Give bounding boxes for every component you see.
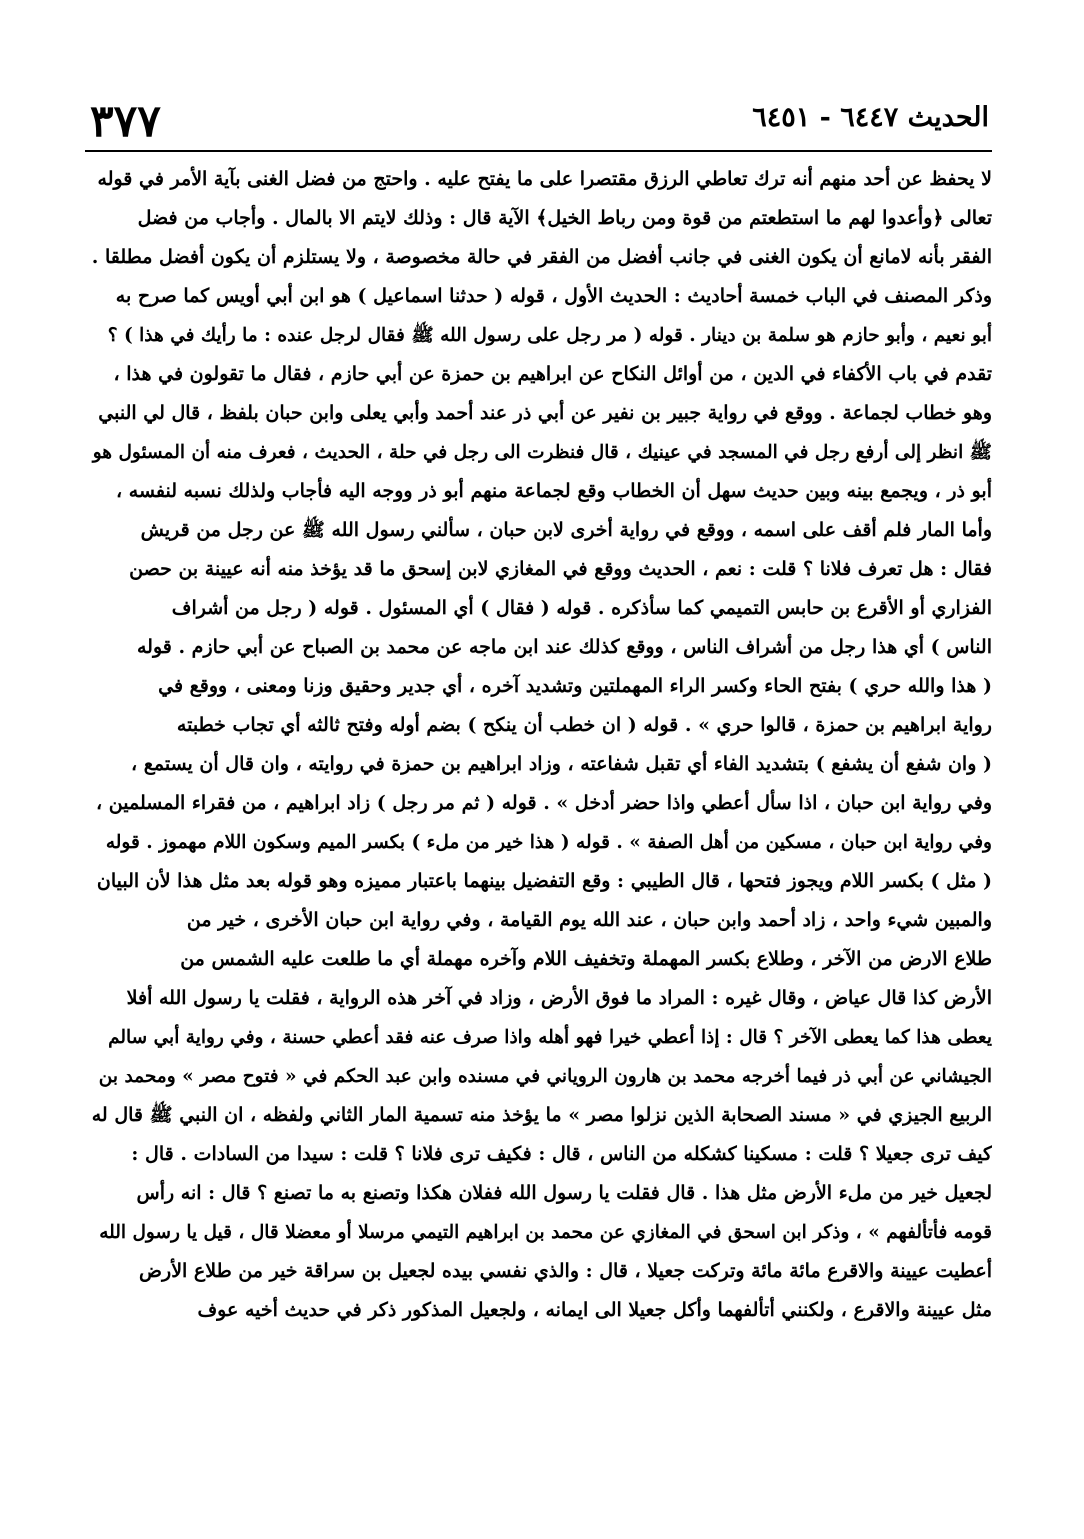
text-line: ( هذا والله حري ) بفتح الحاء وكسر الراء المهملتين وتشديد آخره ، أي جدير وحقيق وزنا ومعنى ، ووقع في: [158, 675, 992, 697]
text-line: فقال : هل تعرف فلانا ؟ قلت : نعم ، الحديث ووقع في المغازي لابن إسحق ما قد يؤخذ منه أنه عيينة بن حصن: [129, 558, 992, 580]
text-line: أعطيت عيينة والاقرع مائة مائة وتركت جعيلا ، قال : والذي نفسي بيده لجعيل بن سراقة خير من طلاع الأرض: [139, 1260, 992, 1282]
page-number: ٣٧٧: [90, 96, 161, 147]
page-header: [90, 96, 989, 148]
text-line: وأما المار فلم أقف على اسمه ، ووقع في رواية أخرى لابن حبان ، سألني رسول الله ﷺ عن رجل من قريش: [140, 519, 992, 541]
text-line: والمبين شيء واحد ، زاد أحمد وابن حبان ، عند الله يوم القيامة ، وفي رواية ابن حبان الأخرى ، خير من: [186, 909, 992, 931]
text-line: وفي رواية ابن حبان ، اذا سأل أعطي واذا حضر أدخل » . قوله ( ثم مر رجل ) زاد ابراهيم ، من فقراء المسلمين ،: [96, 792, 992, 814]
text-line: وذكر المصنف في الباب خمسة أحاديث : الحديث الأول ، قوله ( حدثنا اسماعيل ) هو ابن أبي أويس كما صرح به: [115, 285, 992, 307]
text-line: وهو خطاب لجماعة . ووقع في رواية جبير بن نفير عن أبي ذر عند أحمد وأبي يعلى وابن حبان بلفظ ، قال لي النبي: [98, 402, 992, 424]
text-line: طلاع الارض من الآخر ، وطلاع بكسر المهملة وتخفيف اللام وآخره مهملة أي ما طلعت عليه الشمس من: [180, 948, 992, 970]
text-line: الفقر بأنه لامانع أن يكون الغنى في جانب أفضل من الفقر في حالة مخصوصة ، ولا يستلزم أن يكون أفضل مطلقا .: [91, 246, 992, 268]
text-line: الربيع الجيزي في « مسند الصحابة الذين نزلوا مصر » ما يؤخذ منه تسمية المار الثاني ولفظه ، ان النبي ﷺ قال له: [91, 1104, 992, 1126]
text-line: الناس ) أي هذا رجل من أشراف الناس ، ووقع كذلك عند ابن ماجه عن محمد بن الصباح عن أبي حازم . قوله: [136, 636, 992, 658]
text-line: أبو ذر ، ويجمع بينه وبين حديث سهل أن الخطاب وقع لجماعة منهم أبو ذر ووجه اليه فأجاب ولذلك نسبه لنفسه ،: [116, 480, 992, 502]
text-line: رواية ابراهيم بن حمزة ، قالوا حري » . قوله ( ان خطب أن ينكح ) بضم أوله وفتح ثالثه أي تجاب خطبته: [176, 714, 992, 736]
text-line: قومه فأتألفهم » ، وذكر ابن اسحق في المغازي عن محمد بن ابراهيم التيمي مرسلا أو معضلا قال ، قيل يا رسول الله: [99, 1222, 992, 1243]
running-title: الحديث ٦٤٤٧ - ٦٤٥١: [752, 102, 989, 133]
text-line: ( وان شفع أن يشفع ) بتشديد الفاء أي تقبل شفاعته ، وزاد ابراهيم بن حمزة في روايته ، وان قال أن يستمع ،: [131, 753, 992, 775]
text-line: وفي رواية ابن حبان ، مسكين من أهل الصفة » . قوله ( هذا خير من ملء ) بكسر الميم وسكون اللام مهموز . قوله: [105, 832, 992, 853]
text-line: تعالى ﴿وأعدوا لهم ما استطعتم من قوة ومن رباط الخيل﴾ الآية قال : وذلك لايتم الا بالمال . وأجاب من فضل: [137, 207, 992, 229]
text-line: الجيشاني عن أبي ذر فيما أخرجه محمد بن هارون الروياني في مسنده وابن عبد الحكم في « فتوح مصر » ومحمد بن: [98, 1066, 992, 1087]
text-line: الأرض كذا قال عياض ، وقال غيره : المراد ما فوق الأرض ، وزاد في آخر هذه الرواية ، فقلت يا رسول الله أفلا: [126, 987, 992, 1009]
text-line: ( مثل ) بكسر اللام ويجوز فتحها ، قال الطيبي : وقع التفضيل بينهما باعتبار مميزه وهو قوله بعد مثل هذا لأن البيان: [96, 870, 992, 892]
text-line: كيف ترى جعيلا ؟ قلت : مسكينا كشكله من الناس ، قال : فكيف ترى فلانا ؟ قلت : سيدا من السادات . قال :: [131, 1143, 992, 1165]
text-line: أبو نعيم ، وأبو حازم هو سلمة بن دينار . قوله ( مر رجل على رسول الله ﷺ فقال لرجل عنده : ما رأيك في هذا ) ؟: [107, 325, 992, 346]
text-line: تقدم في باب الأكفاء في الدين ، من أوائل النكاح عن ابراهيم بن حمزة عن أبي حازم ، فقال ما تقولون في هذا ،: [113, 363, 992, 385]
text-line: الفزاري أو الأقرع بن حابس التميمي كما سأذكره . قوله ( فقال ) أي المسئول . قوله ( رجل من أشراف: [171, 597, 992, 619]
text-line: لجعيل خير من ملء الأرض مثل هذا . قال فقلت يا رسول الله ففلان هكذا وتصنع به ما تصنع ؟ قال : انه رأس: [136, 1182, 992, 1204]
text-line: مثل عيينة والاقرع ، ولكنني أتألفهما وأكل جعيلا الى ايمانه ، ولجعيل المذكور ذكر في حديث أخيه عوف: [197, 1299, 992, 1321]
header-rule: [85, 150, 992, 152]
text-line: ﷺ انظر إلى أرفع رجل في المسجد في عينيك ، قال فنظرت الى رجل في حلة ، الحديث ، فعرف منه أن المسئول هو: [92, 442, 992, 463]
text-line: يعطى هذا كما يعطى الآخر ؟ قال : إذا أعطي خيرا فهو أهله واذا صرف عنه فقد أعطي حسنة ، وفي رواية أبي سالم: [108, 1027, 992, 1048]
body-text: [85, 160, 992, 1330]
text-line: لا يحفظ عن أحد منهم أنه ترك تعاطي الرزق مقتصرا على ما يفتح عليه . واحتج من فضل الغنى بآية الأمر في قوله: [97, 168, 992, 190]
